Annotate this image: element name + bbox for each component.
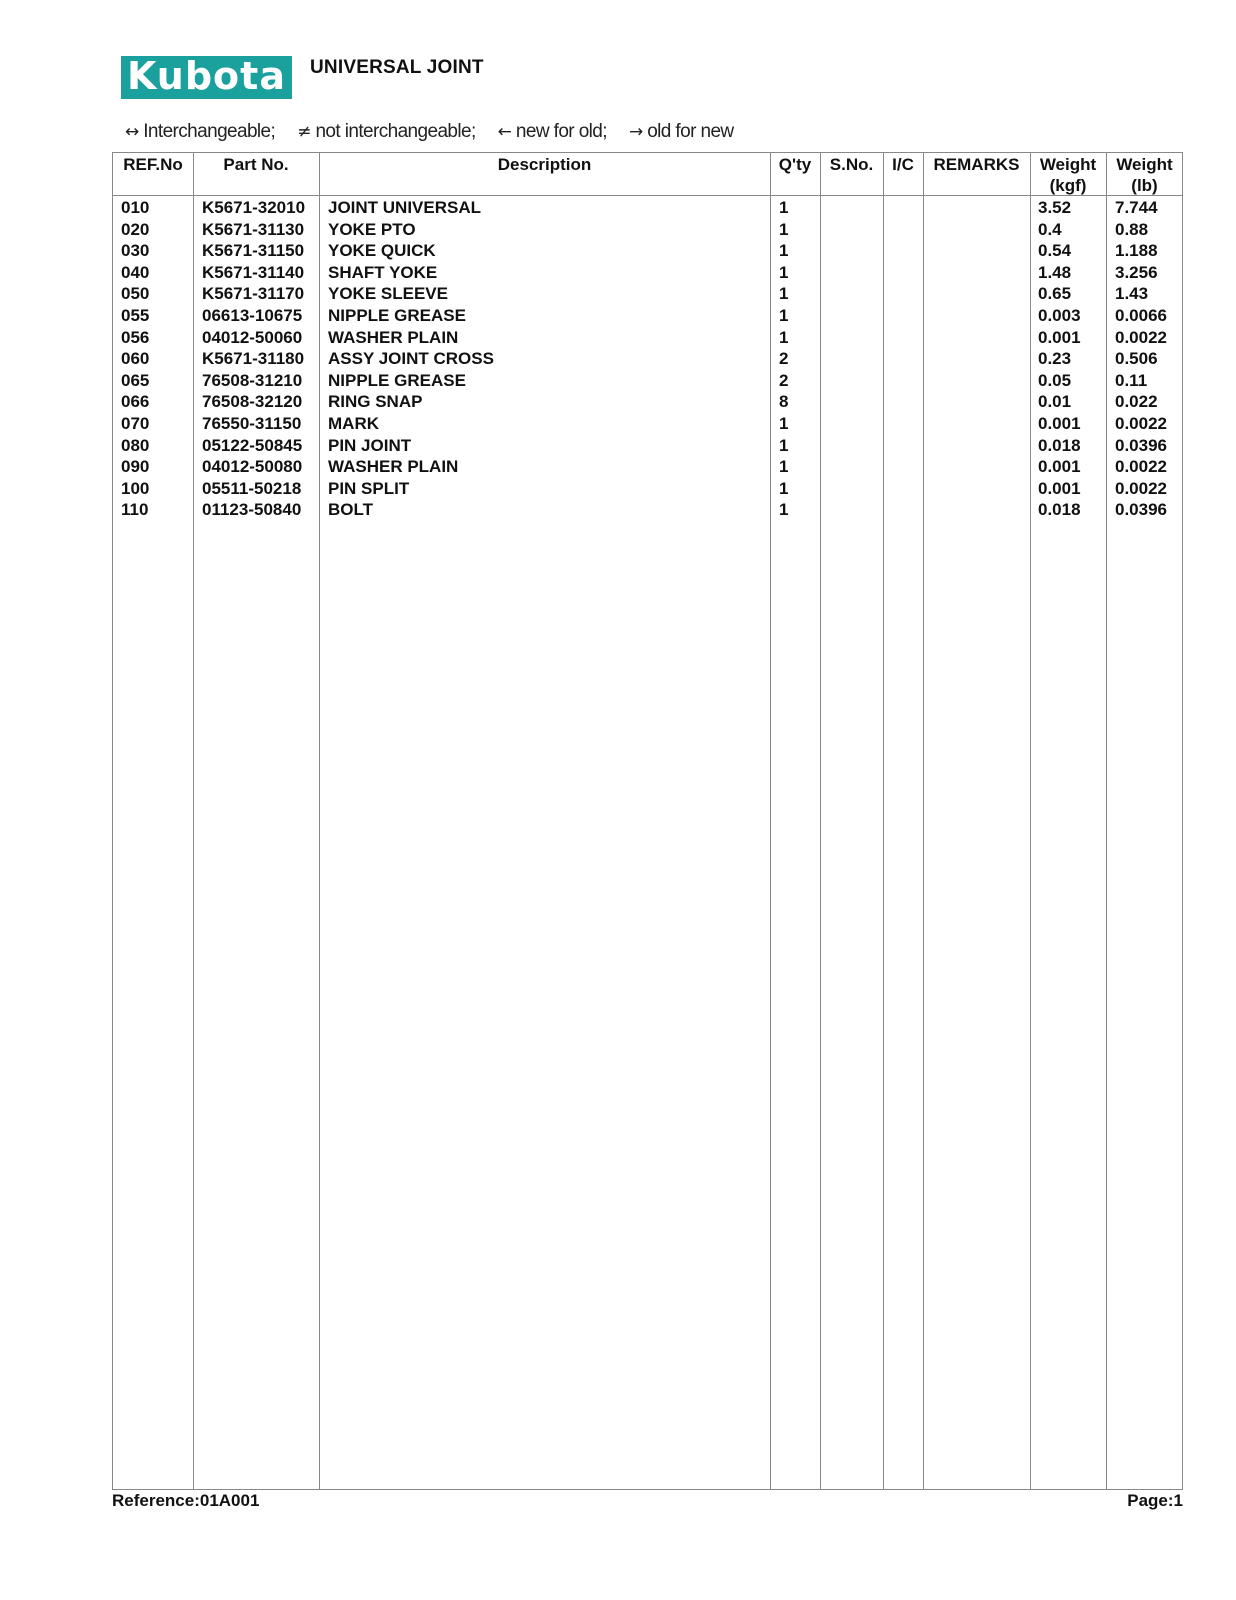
cell-qty: 1: [779, 457, 789, 477]
cell-weight-kgf: 3.52: [1038, 198, 1072, 217]
cell-ref-no: 055: [121, 305, 150, 325]
cell-qty: 8: [779, 392, 789, 412]
cell-weight-kgf: 0.018: [1038, 435, 1081, 455]
cell-qty: 1: [779, 327, 789, 347]
cell-weight-lb: 0.0022: [1115, 413, 1167, 433]
cell-qty: 1: [779, 435, 789, 455]
legend-interchangeable: [125, 121, 275, 143]
page-number: Page:1: [1127, 1491, 1183, 1510]
cell-part-no: 01123-50840: [202, 500, 302, 520]
right-arrow-icon: →: [628, 122, 644, 142]
table-row: [113, 478, 1182, 500]
logo-text: Kubota: [127, 53, 286, 98]
kubota-logo: [121, 53, 292, 99]
header-description: Description: [497, 155, 592, 174]
cell-weight-lb: 0.0022: [1115, 457, 1167, 477]
cell-weight-kgf: 0.001: [1038, 327, 1081, 347]
cell-weight-lb: 1.188: [1115, 241, 1158, 261]
cell-part-no: 05122-50845: [202, 435, 303, 455]
table-row: [113, 262, 1182, 284]
legend-label: not interchangeable;: [315, 121, 476, 142]
cell-part-no: K5671-31170: [202, 284, 305, 304]
legend-not-interchangeable: [297, 121, 475, 143]
cell-ref-no: 090: [121, 457, 150, 477]
cell-description: NIPPLE GREASE: [328, 370, 466, 390]
cell-part-no: K5671-31130: [202, 219, 305, 239]
reference-code: Reference:01A001: [112, 1491, 260, 1510]
cell-part-no: 04012-50060: [202, 327, 303, 347]
cell-qty: 1: [779, 500, 789, 520]
legend-new-for-old: [498, 121, 607, 143]
cell-ref-no: 070: [121, 413, 150, 433]
cell-qty: 1: [779, 241, 789, 261]
interchangeability-legend: [125, 121, 756, 143]
cell-part-no: 05511-50218: [202, 478, 302, 498]
cell-ref-no: 110: [121, 500, 149, 520]
cell-weight-kgf: 0.54: [1038, 241, 1072, 261]
header-qty: Q'ty: [778, 155, 812, 174]
not-equal-icon: ≠: [297, 122, 312, 142]
cell-qty: 2: [779, 349, 789, 369]
cell-ref-no: 066: [121, 392, 150, 412]
cell-weight-lb: 0.0022: [1115, 327, 1167, 347]
legend-label: old for new: [647, 121, 734, 142]
table-row: [113, 283, 1182, 305]
page-title: UNIVERSAL JOINT: [310, 57, 484, 78]
cell-description: WASHER PLAIN: [328, 457, 459, 477]
cell-weight-kgf: 0.23: [1038, 349, 1072, 369]
cell-weight-kgf: 0.05: [1038, 370, 1072, 390]
cell-part-no: 76550-31150: [202, 413, 302, 433]
cell-weight-lb: 0.022: [1115, 392, 1158, 412]
cell-weight-lb: 0.11: [1115, 370, 1148, 390]
cell-qty: 1: [779, 413, 789, 433]
cell-qty: 1: [779, 262, 789, 282]
table-row: [113, 370, 1182, 392]
cell-description: PIN SPLIT: [328, 478, 410, 498]
cell-weight-lb: 7.744: [1115, 198, 1158, 217]
table-row: [113, 348, 1182, 370]
cell-ref-no: 030: [121, 241, 150, 261]
cell-description: YOKE SLEEVE: [328, 284, 448, 304]
cell-weight-lb: 3.256: [1115, 262, 1158, 282]
header-remarks: REMARKS: [933, 155, 1020, 174]
cell-description: YOKE QUICK: [328, 241, 436, 261]
cell-weight-kgf: 0.001: [1038, 478, 1081, 498]
table-row: [113, 499, 1182, 521]
cell-weight-kgf: 0.003: [1038, 305, 1081, 325]
cell-part-no: 06613-10675: [202, 305, 303, 325]
cell-part-no: 76508-32120: [202, 392, 303, 412]
cell-weight-kgf: 0.001: [1038, 413, 1081, 433]
table-row: [113, 327, 1182, 349]
cell-description: PIN JOINT: [328, 435, 412, 455]
legend-old-for-new: [629, 121, 734, 143]
header-ic: I/C: [892, 155, 914, 174]
cell-ref-no: 040: [121, 262, 150, 282]
table-row: [113, 391, 1182, 413]
cell-weight-lb: 0.0396: [1115, 500, 1167, 520]
cell-ref-no: 065: [121, 370, 150, 390]
cell-description: JOINT UNIVERSAL: [328, 198, 482, 217]
cell-weight-lb: 0.0396: [1115, 435, 1167, 455]
cell-description: WASHER PLAIN: [328, 327, 459, 347]
header-weight-kgf: Weight (kgf): [1039, 155, 1097, 195]
cell-description: ASSY JOINT CROSS: [328, 349, 494, 369]
table-row: [113, 219, 1182, 241]
cell-weight-kgf: 0.01: [1038, 392, 1072, 412]
cell-description: YOKE PTO: [328, 219, 416, 239]
cell-description: MARK: [328, 413, 379, 433]
left-arrow-icon: ←: [497, 122, 512, 142]
cell-part-no: K5671-31150: [202, 241, 305, 261]
cell-part-no: 04012-50080: [202, 457, 303, 477]
header-weight-lb: Weight (lb): [1116, 155, 1173, 195]
cell-ref-no: 050: [121, 284, 150, 304]
cell-qty: 1: [779, 478, 789, 498]
cell-qty: 2: [779, 370, 789, 390]
header-part-no: Part No.: [223, 155, 289, 174]
cell-part-no: K5671-31140: [202, 262, 305, 282]
cell-ref-no: 060: [121, 349, 150, 369]
cell-weight-lb: 0.0022: [1115, 478, 1167, 498]
header-ref-no: REF.No: [123, 155, 183, 174]
header-divider: [113, 195, 1182, 196]
legend-label: new for old;: [515, 121, 607, 142]
cell-description: NIPPLE GREASE: [328, 305, 466, 325]
legend-label: Interchangeable;: [143, 121, 276, 142]
cell-part-no: 76508-31210: [202, 370, 303, 390]
cell-part-no: K5671-32010: [202, 198, 306, 217]
cell-weight-kgf: 0.65: [1038, 284, 1072, 304]
cell-ref-no: 080: [121, 435, 150, 455]
table-row: [113, 435, 1182, 457]
cell-qty: 1: [779, 198, 789, 217]
cell-qty: 1: [779, 284, 789, 304]
table-row: [113, 456, 1182, 478]
cell-ref-no: 100: [121, 478, 150, 498]
cell-weight-kgf: 0.4: [1038, 219, 1062, 239]
double-arrow-icon: ↔: [125, 122, 140, 142]
parts-table: [112, 152, 1183, 1490]
cell-part-no: K5671-31180: [202, 349, 305, 369]
cell-weight-lb: 0.506: [1115, 349, 1158, 369]
cell-description: SHAFT YOKE: [328, 262, 438, 282]
cell-ref-no: 020: [121, 219, 150, 239]
cell-weight-kgf: 0.001: [1038, 457, 1081, 477]
cell-weight-lb: 0.0066: [1115, 305, 1167, 325]
cell-qty: 1: [779, 305, 789, 325]
cell-weight-kgf: 0.018: [1038, 500, 1081, 520]
cell-weight-lb: 1.43: [1115, 284, 1149, 304]
cell-qty: 1: [779, 219, 789, 239]
cell-description: RING SNAP: [328, 392, 423, 412]
table-body: [113, 197, 1182, 521]
table-row: [113, 305, 1182, 327]
table-row: [113, 413, 1182, 435]
cell-ref-no: 056: [121, 327, 150, 347]
table-row: [113, 197, 1182, 219]
cell-description: BOLT: [328, 500, 374, 520]
cell-ref-no: 010: [121, 198, 150, 217]
cell-weight-lb: 0.88: [1115, 219, 1149, 239]
table-row: [113, 240, 1182, 262]
cell-weight-kgf: 1.48: [1038, 262, 1072, 282]
header-serial-no: S.No.: [829, 155, 874, 174]
